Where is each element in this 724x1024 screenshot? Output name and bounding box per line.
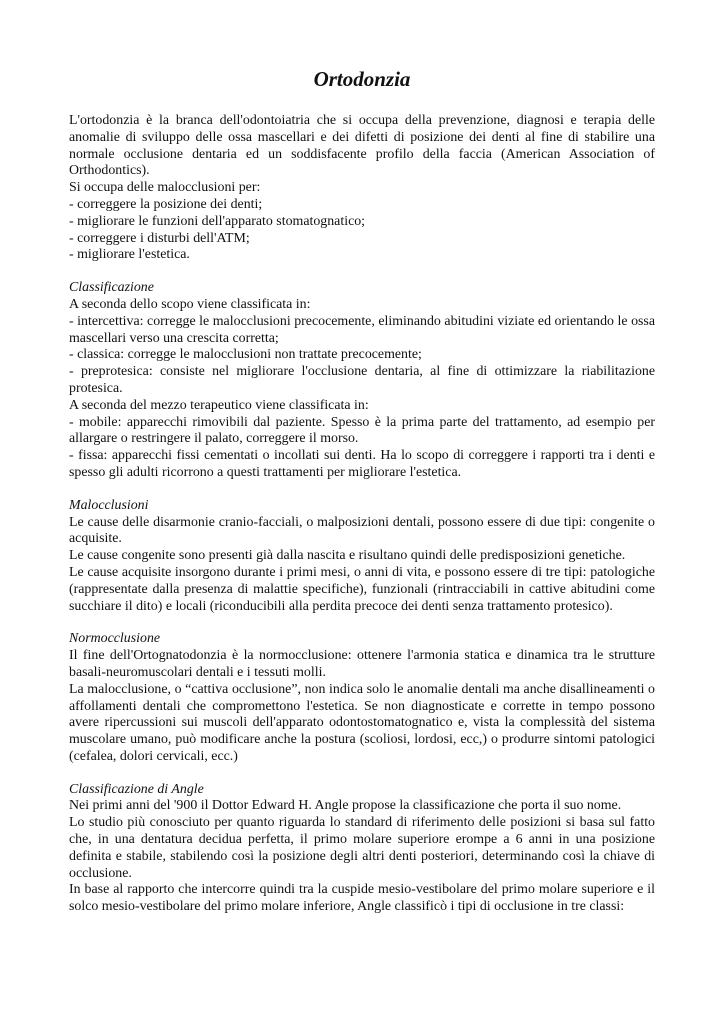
page-title: Ortodonzia (313, 67, 411, 91)
intro-list-item: - migliorare le funzioni dell'apparato stomatognatico; (69, 213, 366, 229)
normocclusione-heading: Normocclusione (69, 631, 161, 647)
angle-heading: Classificazione di Angle (69, 781, 204, 797)
intro-definition: L'ortodonzia è la branca dell'odontoiatria che si occupa della prevenzione, diagnosi e terapia delle anomalie di sviluppo delle ossa mascellari e dei difetti di posizione dei denti al fine di stabilire una normale occlusione dentaria ed un soddisfacente profilo della faccia (American Association of Orthodontics). (69, 113, 655, 179)
intro-list-item: - correggere la posizione dei denti; (69, 196, 263, 212)
malocclusioni-heading: Malocclusioni (69, 497, 149, 513)
angle-paragraph: Nei primi anni del '900 il Dottor Edward H. Angle propose la classificazione che porta il suo nome. (69, 798, 622, 814)
intro-list-item: - migliorare l'estetica. (69, 247, 190, 263)
normocclusione-paragraph: La malocclusione, o “cattiva occlusione”, non indica solo le anomalie dentali ma anche disallineamenti o affollamenti dentali che compromettono l'estetica. Se non diagnosticate e corrette in tempo possono avere ripercussioni sui muscoli dell'apparato odontostomatognatico e, vista la complessità del sistema muscolare umano, può modificare anche la postura (scoliosi, lordosi, ecc,) o produrre sintomi patologici (cefalea, dolori cervicali, ecc.) (69, 681, 655, 764)
angle-paragraph: In base al rapporto che intercorre quindi tra la cuspide mesio-vestibolare del primo molare superiore e il solco mesio-vestibolare del primo molare inferiore, Angle classificò i tipi di occlusione in tre classi: (69, 882, 655, 915)
angle-paragraph: Lo studio più conosciuto per quanto riguarda lo standard di riferimento delle posizioni si basa sul fatto che, in una dentatura decidua perfetta, il primo molare superiore erompe a 6 anni in una posizione definita e stabile, stabilendo così la posizione degli altri denti posteriori, determinando così la chiave di occlusione. (69, 815, 655, 881)
classificazione-heading: Classificazione (69, 280, 154, 296)
normocclusione-section (69, 631, 655, 765)
classificazione-mobile: - mobile: apparecchi rimovibili dal paziente. Spesso è la prima parte del trattamento, ad esempio per allargare o restringere il palato, correggere il morso. (69, 414, 655, 447)
normocclusione-paragraph: Il fine dell'Ortognatodonzia è la normocclusione: ottenere l'armonia statica e dinamica tra le strutture basali-neuromuscolari dentali e i tessuti molli. (69, 648, 655, 680)
classificazione-section (69, 280, 655, 482)
intro-section (69, 113, 655, 264)
angle-section (69, 782, 655, 916)
classificazione-preprotesica: - preprotesica: consiste nel migliorare l'occlusione dentaria, al fine di ottimizzare la riabilitazione protesica. (69, 364, 655, 396)
intro-list-item: - correggere i disturbi dell'ATM; (69, 230, 250, 246)
document-page (69, 64, 655, 916)
malocclusioni-paragraph: Le cause acquisite insorgono durante i primi mesi, o anni di vita, e possono essere di tre tipi: patologiche (rappresentate dalla presenza di malattie specifiche), funzionali (rintracciabili in cattive abitudini come succhiare il dito) e locali (riconducibili alla perdita precoce dei denti senza trattamento protesico). (69, 564, 655, 614)
classificazione-scope-intro: A seconda dello scopo viene classificata in: (69, 296, 311, 312)
malocclusioni-section (69, 498, 655, 616)
intro-purpose-intro: Si occupa delle malocclusioni per: (69, 180, 261, 196)
classificazione-means-intro: A seconda del mezzo terapeutico viene classificata in: (69, 397, 369, 413)
classificazione-intercettiva: - intercettiva: corregge le malocclusioni precocemente, eliminando abitudini viziate ed orientando le ossa mascellari verso una crescita corretta; (69, 313, 655, 346)
classificazione-fissa: - fissa: apparecchi fissi cementati o incollati sui denti. Ha lo scopo di correggere i rapporti tra i denti e spesso gli adulti ricorrono a questi trattamenti per migliorare l'estetica. (69, 448, 655, 480)
malocclusioni-paragraph: Le cause delle disarmonie cranio-facciali, o malposizioni dentali, possono essere di due tipi: congenite o acquisite. (69, 514, 655, 547)
malocclusioni-paragraph: Le cause congenite sono presenti già dalla nascita e risultano quindi delle predisposizioni genetiche. (69, 548, 626, 564)
classificazione-classica: - classica: corregge le malocclusioni non trattate precocemente; (69, 347, 422, 363)
